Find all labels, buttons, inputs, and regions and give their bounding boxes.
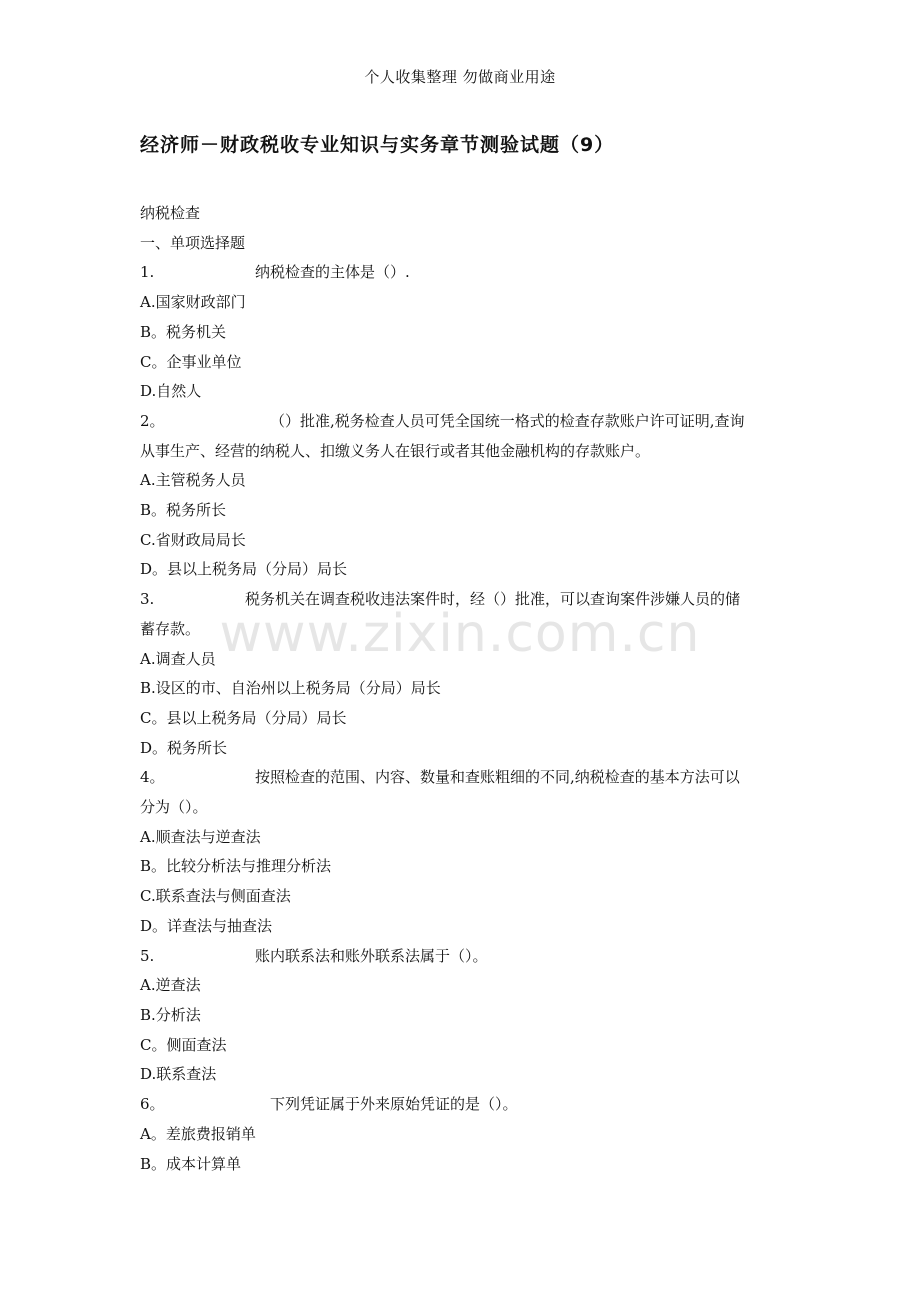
question-number: 5.	[140, 946, 155, 965]
document-body	[140, 199, 785, 1179]
watermark: www.zixin.com.cn	[219, 604, 701, 664]
option: B。税务所长	[140, 501, 227, 520]
option: A。差旅费报销单	[140, 1124, 256, 1143]
option: B。成本计算单	[140, 1154, 242, 1173]
question-text: 税务机关在调查税收违法案件时，经（）批准，可以查询案件涉嫌人员的储	[245, 590, 741, 609]
question-6	[140, 1090, 785, 1120]
question-5	[140, 942, 785, 972]
option: A.主管税务人员	[140, 471, 246, 490]
question-number: 4。	[140, 768, 165, 787]
option: A.国家财政部门	[140, 293, 246, 312]
option: D。税务所长	[140, 738, 228, 757]
document-title: 经济师－财政税收专业知识与实务章节测验试题（9）	[140, 134, 615, 156]
question-text: 账内联系法和账外联系法属于（）。	[255, 946, 488, 965]
question-text-continued: 蓄存款。	[140, 619, 201, 638]
option: A.顺查法与逆查法	[140, 827, 261, 846]
option: D.自然人	[140, 382, 202, 401]
option: D.联系查法	[140, 1065, 217, 1084]
option: B.分析法	[140, 1005, 201, 1024]
option: D。县以上税务局（分局）局长	[140, 560, 348, 579]
question-3	[140, 585, 785, 615]
question-number: 1.	[140, 263, 155, 282]
option: C。侧面查法	[140, 1035, 227, 1054]
option: C.联系查法与侧面查法	[140, 887, 291, 906]
question-2	[140, 407, 785, 437]
option: C.省财政局局长	[140, 530, 246, 549]
question-4	[140, 763, 785, 793]
section-heading: 纳税检查	[140, 204, 201, 222]
question-text-continued: 从事生产、经营的纳税人、扣缴义务人在银行或者其他金融机构的存款账户。	[140, 441, 651, 460]
option: C。县以上税务局（分局）局长	[140, 708, 347, 727]
option: C。企事业单位	[140, 352, 242, 371]
question-1	[140, 258, 785, 288]
question-text: 下列凭证属于外来原始凭证的是（）。	[270, 1095, 518, 1114]
option: B。税务机关	[140, 322, 227, 341]
question-text: 纳税检查的主体是（）.	[255, 263, 410, 282]
option: B。比较分析法与推理分析法	[140, 857, 332, 876]
question-text-continued: 分为（）。	[140, 798, 208, 817]
option: A.逆查法	[140, 976, 201, 995]
question-text: （）批准,税务检查人员可凭全国统一格式的检查存款账户许可证明,查询	[270, 411, 745, 430]
option: D。详查法与抽查法	[140, 916, 273, 935]
option: A.调查人员	[140, 649, 216, 668]
question-text: 按照检查的范围、内容、数量和查账粗细的不同,纳税检查的基本方法可以	[255, 768, 740, 787]
page-header: 个人收集整理 勿做商业用途	[364, 68, 556, 86]
subsection-heading: 一、单项选择题	[140, 233, 246, 252]
question-number: 2。	[140, 411, 165, 430]
option: B.设区的市、自治州以上税务局（分局）局长	[140, 679, 441, 698]
question-number: 3.	[140, 590, 155, 609]
question-number: 6。	[140, 1095, 165, 1114]
